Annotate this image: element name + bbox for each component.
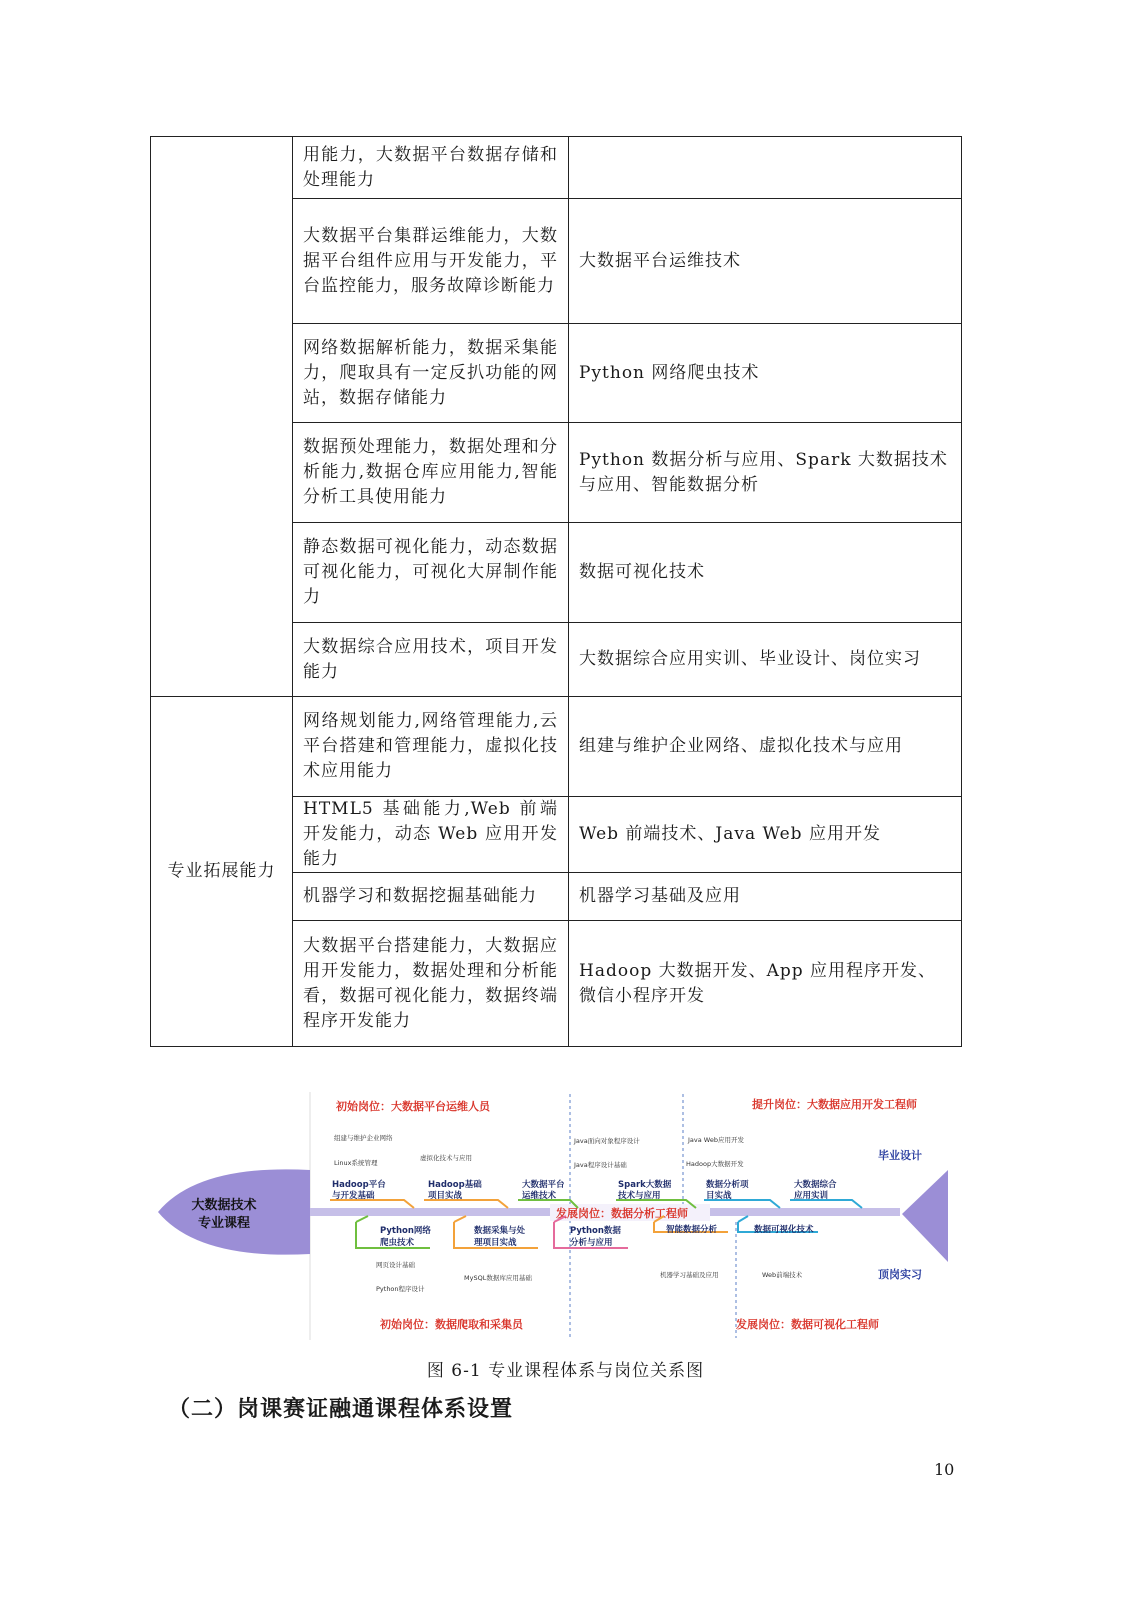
course-label: 数据分析项 <box>706 1180 749 1190</box>
ability-cell: 大数据综合应用技术，项目开发能力 <box>293 623 569 697</box>
ability-cell: 大数据平台集群运维能力，大数据平台组件应用与开发能力，平台监控能力，服务故障诊断能力 <box>293 199 569 324</box>
category-cell-empty <box>151 137 293 697</box>
course-cell: 机器学习基础及应用 <box>569 873 962 921</box>
ability-cell: 网络数据解析能力，数据采集能力，爬取具有一定反扒功能的网站，数据存储能力 <box>293 324 569 423</box>
ability-cell: 用能力，大数据平台数据存储和处理能力 <box>293 137 569 199</box>
ability-cell: 静态数据可视化能力，动态数据可视化能力，可视化大屏制作能力 <box>293 523 569 623</box>
post-visualization: 发展岗位：数据可视化工程师 <box>736 1318 879 1331</box>
figure-caption: 图 6-1 专业课程体系与岗位关系图 <box>426 1361 705 1381</box>
course-cell <box>569 137 962 199</box>
post-data-analyst: 发展岗位：数据分析工程师 <box>556 1207 688 1220</box>
course-small-label: Python程序设计 <box>376 1285 425 1293</box>
post-promoted-dev: 提升岗位：大数据应用开发工程师 <box>752 1098 917 1111</box>
course-label: 项目实战 <box>428 1191 463 1201</box>
course-label: Python网络 <box>380 1226 431 1236</box>
table-row <box>151 137 962 199</box>
ability-cell: 机器学习和数据挖掘基础能力 <box>293 873 569 921</box>
ability-cell: 网络规划能力,网络管理能力,云平台搭建和管理能力，虚拟化技术应用能力 <box>293 697 569 797</box>
course-label: Hadoop平台 <box>332 1180 386 1190</box>
page-number: 10 <box>934 1460 955 1479</box>
course-small-label: 虚拟化技术与应用 <box>420 1154 472 1162</box>
ability-cell: HTML5 基础能力,Web 前端开发能力，动态 Web 应用开发能力 <box>293 797 569 873</box>
course-small-label: 机器学习基础及应用 <box>660 1271 719 1279</box>
course-label: Spark大数据 <box>618 1180 672 1190</box>
post-initial-crawler: 初始岗位：数据爬取和采集员 <box>380 1318 523 1331</box>
course-small-label: Java面向对象程序设计 <box>574 1137 640 1145</box>
course-label: Python数据 <box>570 1226 621 1236</box>
course-small-label: 组建与维护企业网络 <box>334 1134 393 1142</box>
course-cell: Web 前端技术、Java Web 应用开发 <box>569 797 962 873</box>
course-cell: 大数据平台运维技术 <box>569 199 962 324</box>
course-cell: 组建与维护企业网络、虚拟化技术与应用 <box>569 697 962 797</box>
course-small-label: MySQL数据库应用基础 <box>464 1274 532 1282</box>
course-small-label: Java Web应用开发 <box>688 1136 744 1144</box>
category-cell: 专业拓展能力 <box>151 697 293 1047</box>
ability-course-table <box>150 136 962 1047</box>
course-cell: Python 网络爬虫技术 <box>569 324 962 423</box>
course-label: 与开发基础 <box>332 1191 375 1201</box>
course-cell: Hadoop 大数据开发、App 应用程序开发、微信小程序开发 <box>569 921 962 1047</box>
post-initial-ops: 初始岗位：大数据平台运维人员 <box>336 1100 490 1113</box>
course-small-label: Linux系统管理 <box>334 1159 378 1167</box>
fish-head-label: 专业课程 <box>197 1216 251 1231</box>
course-label: 大数据平台 <box>522 1180 565 1190</box>
course-label: 运维技术 <box>522 1191 557 1201</box>
course-small-label: Hadoop大数据开发 <box>686 1160 744 1168</box>
course-label: 应用实训 <box>794 1191 829 1201</box>
course-label: 数据采集与处 <box>474 1226 526 1236</box>
course-small-label: 网页设计基础 <box>376 1261 415 1269</box>
course-small-label: Web前端技术 <box>762 1271 803 1279</box>
course-label: 目实战 <box>706 1191 732 1201</box>
graduation-design-label: 毕业设计 <box>878 1149 922 1162</box>
course-label: 理项目实战 <box>474 1238 517 1248</box>
course-label: Hadoop基础 <box>428 1180 482 1190</box>
ability-cell: 数据预处理能力，数据处理和分析能力,数据仓库应用能力,智能分析工具使用能力 <box>293 423 569 523</box>
course-label: 分析与应用 <box>570 1238 613 1248</box>
course-cell: Python 数据分析与应用、Spark 大数据技术与应用、智能数据分析 <box>569 423 962 523</box>
table-row <box>151 697 962 797</box>
course-small-label: Java程序设计基础 <box>574 1161 627 1169</box>
course-label: 技术与应用 <box>618 1191 661 1201</box>
course-label: 大数据综合 <box>794 1180 837 1190</box>
course-cell: 大数据综合应用实训、毕业设计、岗位实习 <box>569 623 962 697</box>
course-post-relationship-diagram <box>158 1092 948 1340</box>
section-heading: （二）岗课赛证融通课程体系设置 <box>168 1397 514 1422</box>
course-label: 智能数据分析 <box>666 1225 718 1235</box>
course-cell: 数据可视化技术 <box>569 523 962 623</box>
fish-head-label: 大数据技术 <box>191 1198 257 1213</box>
course-label: 爬虫技术 <box>380 1238 415 1248</box>
ability-cell: 大数据平台搭建能力，大数据应用开发能力，数据处理和分析能看，数据可视化能力，数据终端程序开发能力 <box>293 921 569 1047</box>
internship-label: 顶岗实习 <box>878 1268 922 1281</box>
course-label: 数据可视化技术 <box>754 1225 814 1235</box>
